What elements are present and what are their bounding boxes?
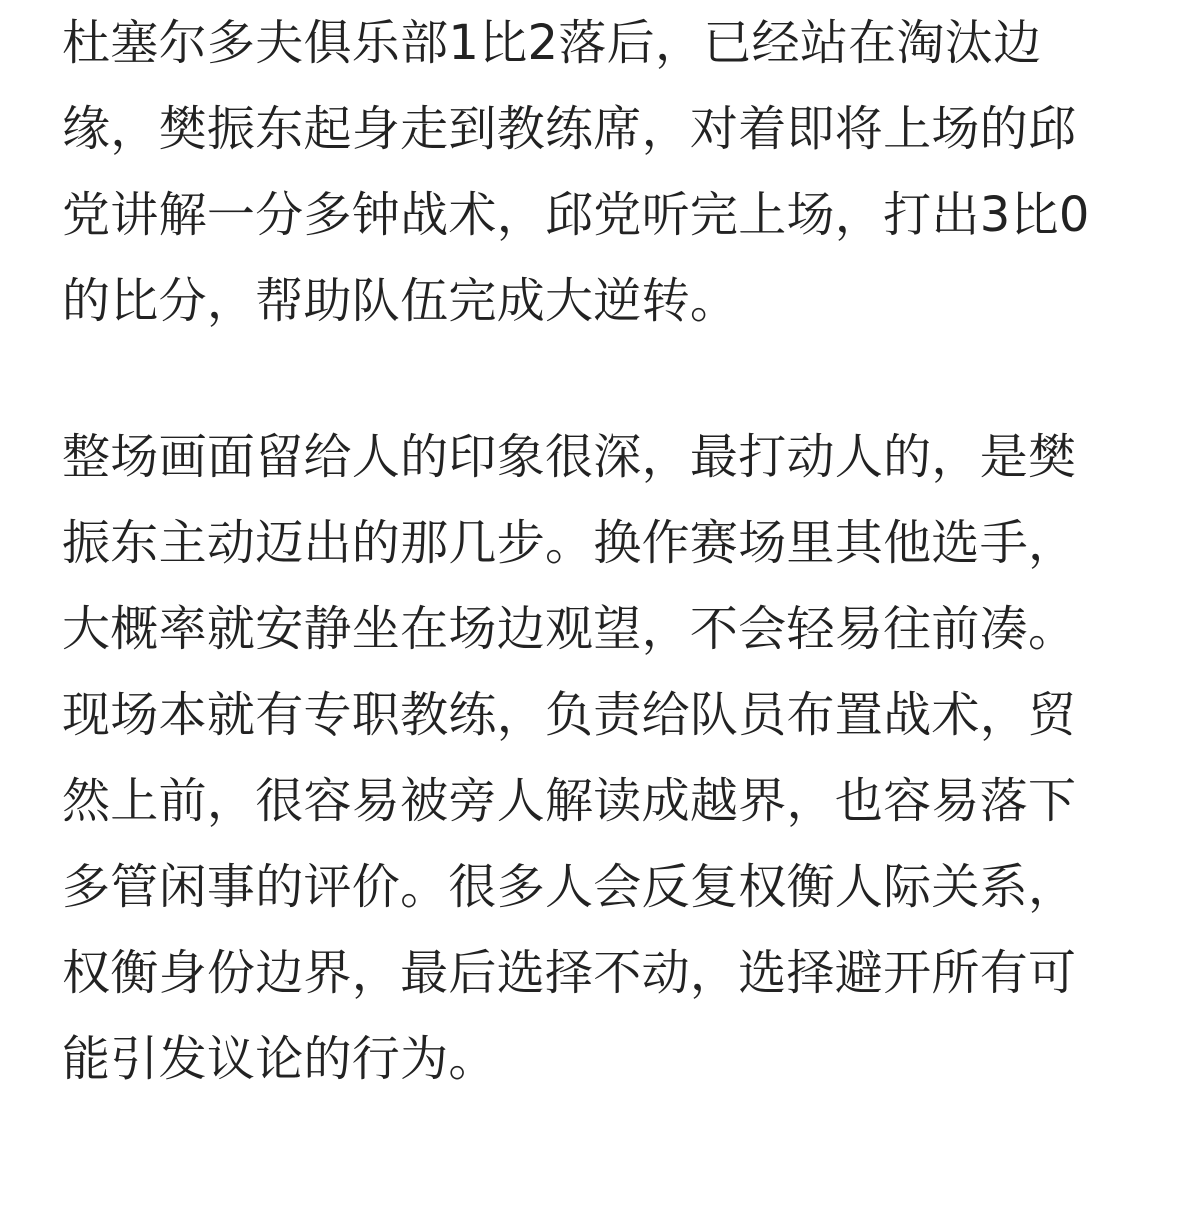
article-paragraph: 杜塞尔多夫俱乐部1比2落后，已经站在淘汰边缘，樊振东起身走到教练席，对着即将上场的邱党讲解一分多钟战术，邱党听完上场，打出3比0的比分，帮助队伍完成大逆转。 bbox=[62, 15, 1090, 329]
article-body bbox=[62, 0, 1122, 1102]
article-paragraph: 整场画面留给人的印象很深，最打动人的，是樊振东主动迈出的那几步。换作赛场里其他选手，大概率就安静坐在场边观望，不会轻易往前凑。现场本就有专职教练，负责给队员布置战术，贸然上前，很容易被旁人解读成越界，也容易落下多管闲事的评价。很多人会反复权衡人际关系，权衡身份边界，最后选择不动，选择避开所有可能引发议论的行为。 bbox=[62, 429, 1077, 1087]
